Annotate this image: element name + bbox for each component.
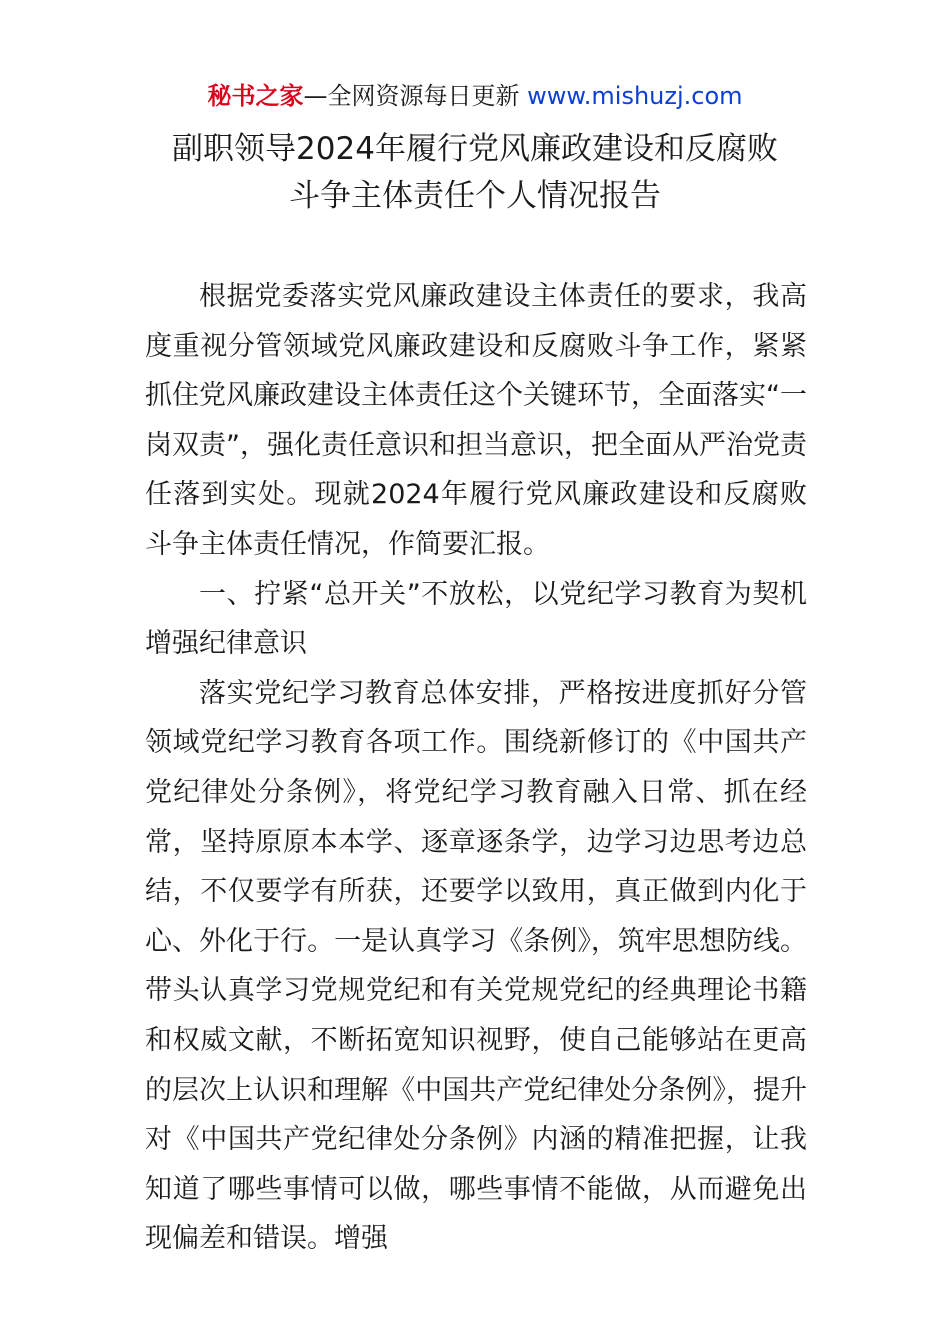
title-line-1: 副职领导2024年履行党风廉政建设和反腐败 [172,131,778,167]
document-title [0,126,950,220]
document-body [145,272,807,1264]
site-header [0,80,950,112]
site-tagline: —全网资源每日更新 [303,82,528,110]
title-line-2: 斗争主体责任个人情况报告 [289,178,661,214]
section-1-paragraph: 落实党纪学习教育总体安排，严格按进度抓好分管领域党纪学习教育各项工作。围绕新修订的《中国共产党纪律处分条例》，将党纪学习教育融入日常、抓在经常，坚持原原本本学、逐章逐条学，边学习边思考边总结，不仅要学有所获，还要学以致用，真正做到内化于心、外化于行。一是认真学习《条例》，筑牢思想防线。带头认真学习党规党纪和有关党规党纪的经典理论书籍和权威文献，不断拓宽知识视野，使自己能够站在更高的层次上认识和理解《中国共产党纪律处分条例》，提升对《中国共产党纪律处分条例》内涵的精准把握，让我知道了哪些事情可以做，哪些事情不能做，从而避免出现偏差和错误。增强 [145,677,807,1255]
intro-paragraph: 根据党委落实党风廉政建设主体责任的要求，我高度重视分管领域党风廉政建设和反腐败斗争工作，紧紧抓住党风廉政建设主体责任这个关键环节，全面落实“一岗双责”，强化责任意识和担当意识，把全面从严治党责任落到实处。现就2024年履行党风廉政建设和反腐败斗争主体责任情况，作简要汇报。 [145,281,807,560]
site-brand: 秘书之家 [207,82,304,110]
section-heading-1: 一、拧紧“总开关”不放松，以党纪学习教育为契机增强纪律意识 [145,578,807,660]
site-url-link[interactable]: www.mishuzj.com [527,82,743,110]
